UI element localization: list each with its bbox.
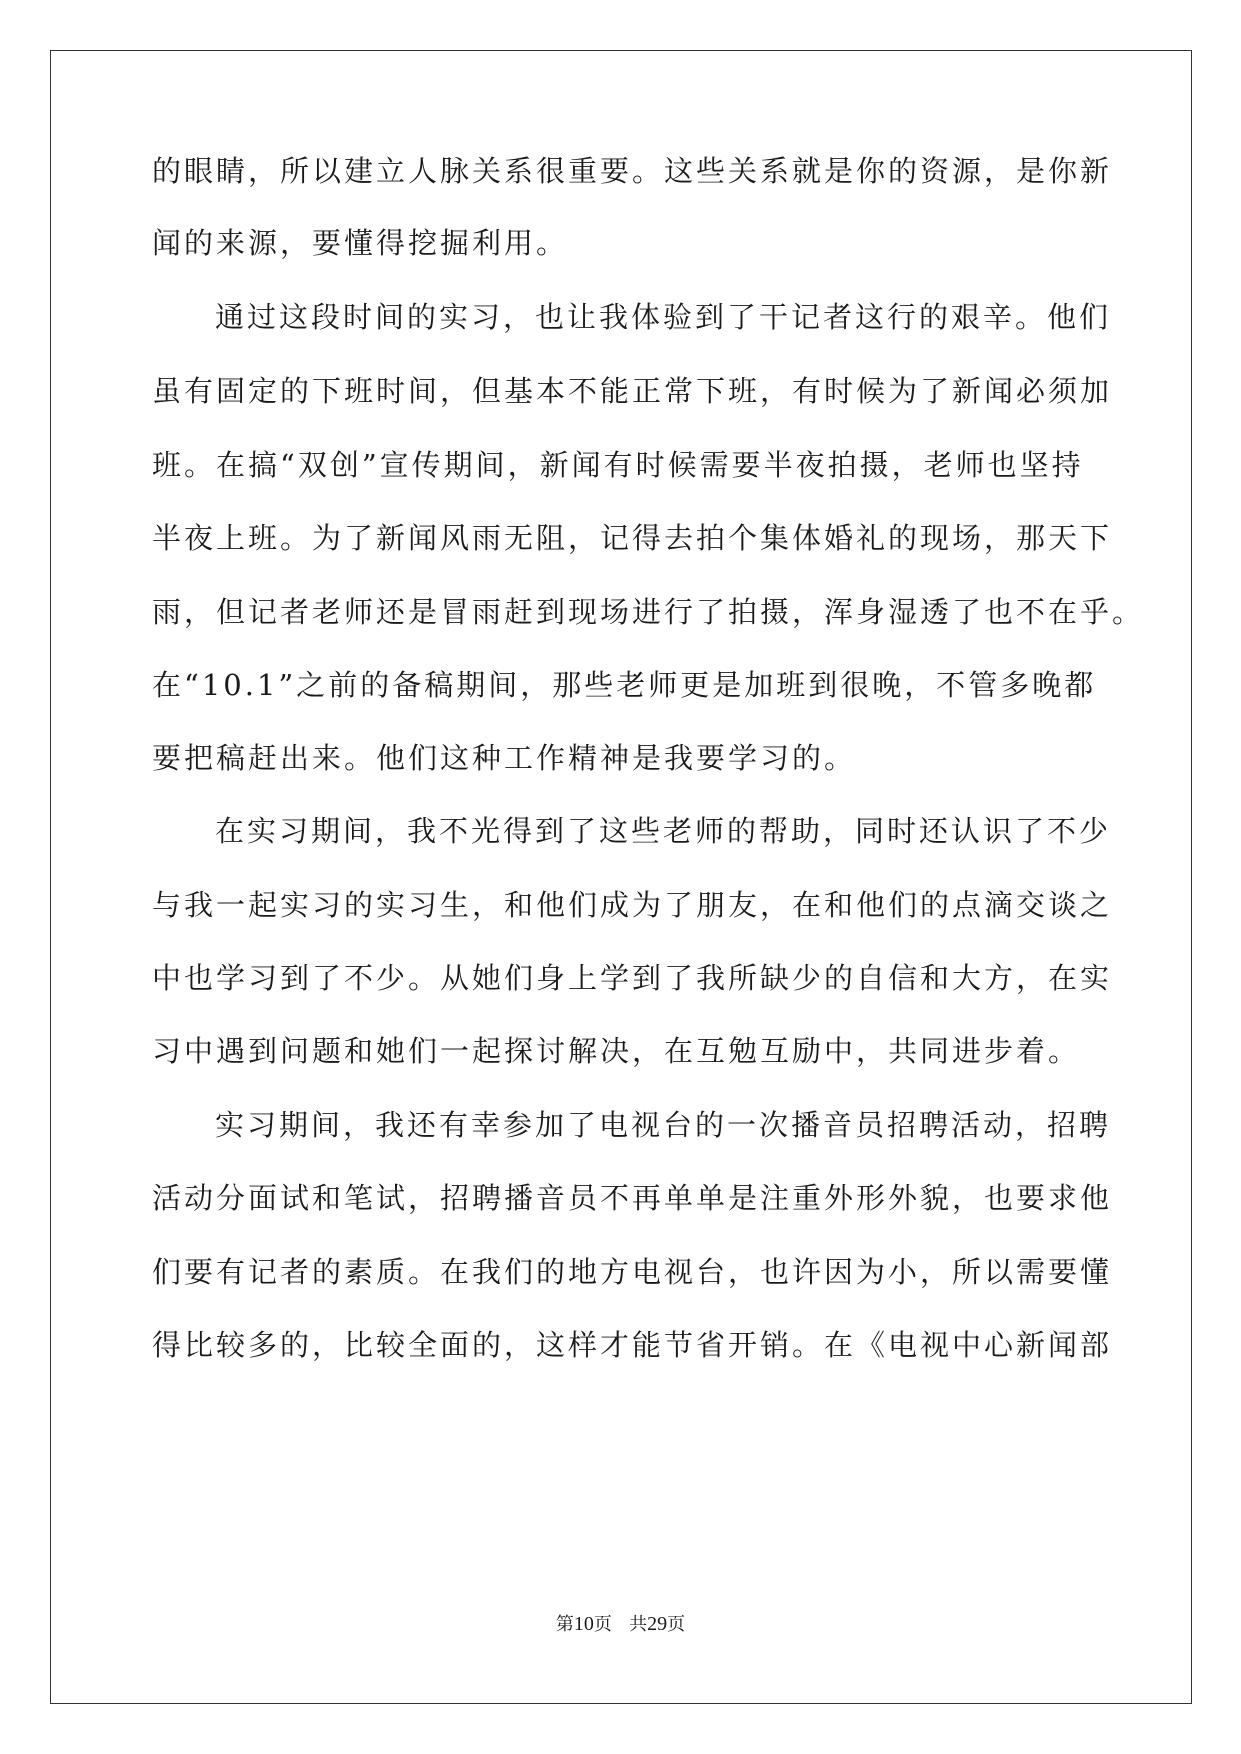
text-line: 的眼睛，所以建立人脉关系很重要。这些关系就是你的资源，是你新 [152, 154, 1113, 188]
text-line: 虽有固定的下班时间，但基本不能正常下班，有时候为了新闻必须加 [152, 374, 1113, 408]
paragraph-start-line: 通过这段时间的实习，也让我体验到了干记者这行的艰辛。他们 [215, 300, 1112, 334]
text-line: 中也学习到了不少。从她们身上学到了我所缺少的自信和大方，在实 [152, 961, 1113, 995]
footer-page-suffix: 页 [593, 1614, 612, 1635]
text-line: 与我一起实习的实习生，和他们成为了朋友，在和他们的点滴交谈之 [152, 888, 1113, 922]
text-line: 班。在搞“双创”宣传期间，新闻有时候需要半夜拍摄，老师也坚持 [152, 448, 1084, 482]
text-line: 活动分面试和笔试，招聘播音员不再单单是注重外形外貌，也要求他 [152, 1181, 1113, 1215]
paragraph-start-line: 实习期间，我还有幸参加了电视台的一次播音员招聘活动，招聘 [215, 1108, 1112, 1142]
text-line: 半夜上班。为了新闻风雨无阻，记得去拍个集体婚礼的现场，那天下 [152, 521, 1113, 555]
footer-total-suffix: 页 [667, 1614, 686, 1635]
text-line: 们要有记者的素质。在我们的地方电视台，也许因为小，所以需要懂 [152, 1255, 1113, 1289]
text-line: 得比较多的，比较全面的，这样才能节省开销。在《电视中心新闻部 [152, 1328, 1113, 1362]
text-line: 要把稿赶出来。他们这种工作精神是我要学习的。 [152, 741, 857, 775]
text-line: 习中遇到问题和她们一起探讨解决，在互勉互励中，共同进步着。 [152, 1034, 1081, 1068]
text-line: 雨，但记者老师还是冒雨赶到现场进行了拍摄，浑身湿透了也不在乎。 [152, 595, 1145, 629]
text-line: 在“10.1”之前的备稿期间，那些老师更是加班到很晚，不管多晚都 [152, 668, 1097, 702]
footer-total-prefix: 共 [629, 1614, 648, 1635]
footer-prefix: 第 [555, 1614, 574, 1635]
text-line: 闻的来源，要懂得挖掘利用。 [152, 226, 569, 260]
total-page-count: 29 [647, 1613, 668, 1635]
paragraph-start-line: 在实习期间，我不光得到了这些老师的帮助，同时还认识了不少 [215, 814, 1112, 848]
current-page-number: 10 [573, 1613, 594, 1635]
page-footer [0, 1612, 1241, 1637]
